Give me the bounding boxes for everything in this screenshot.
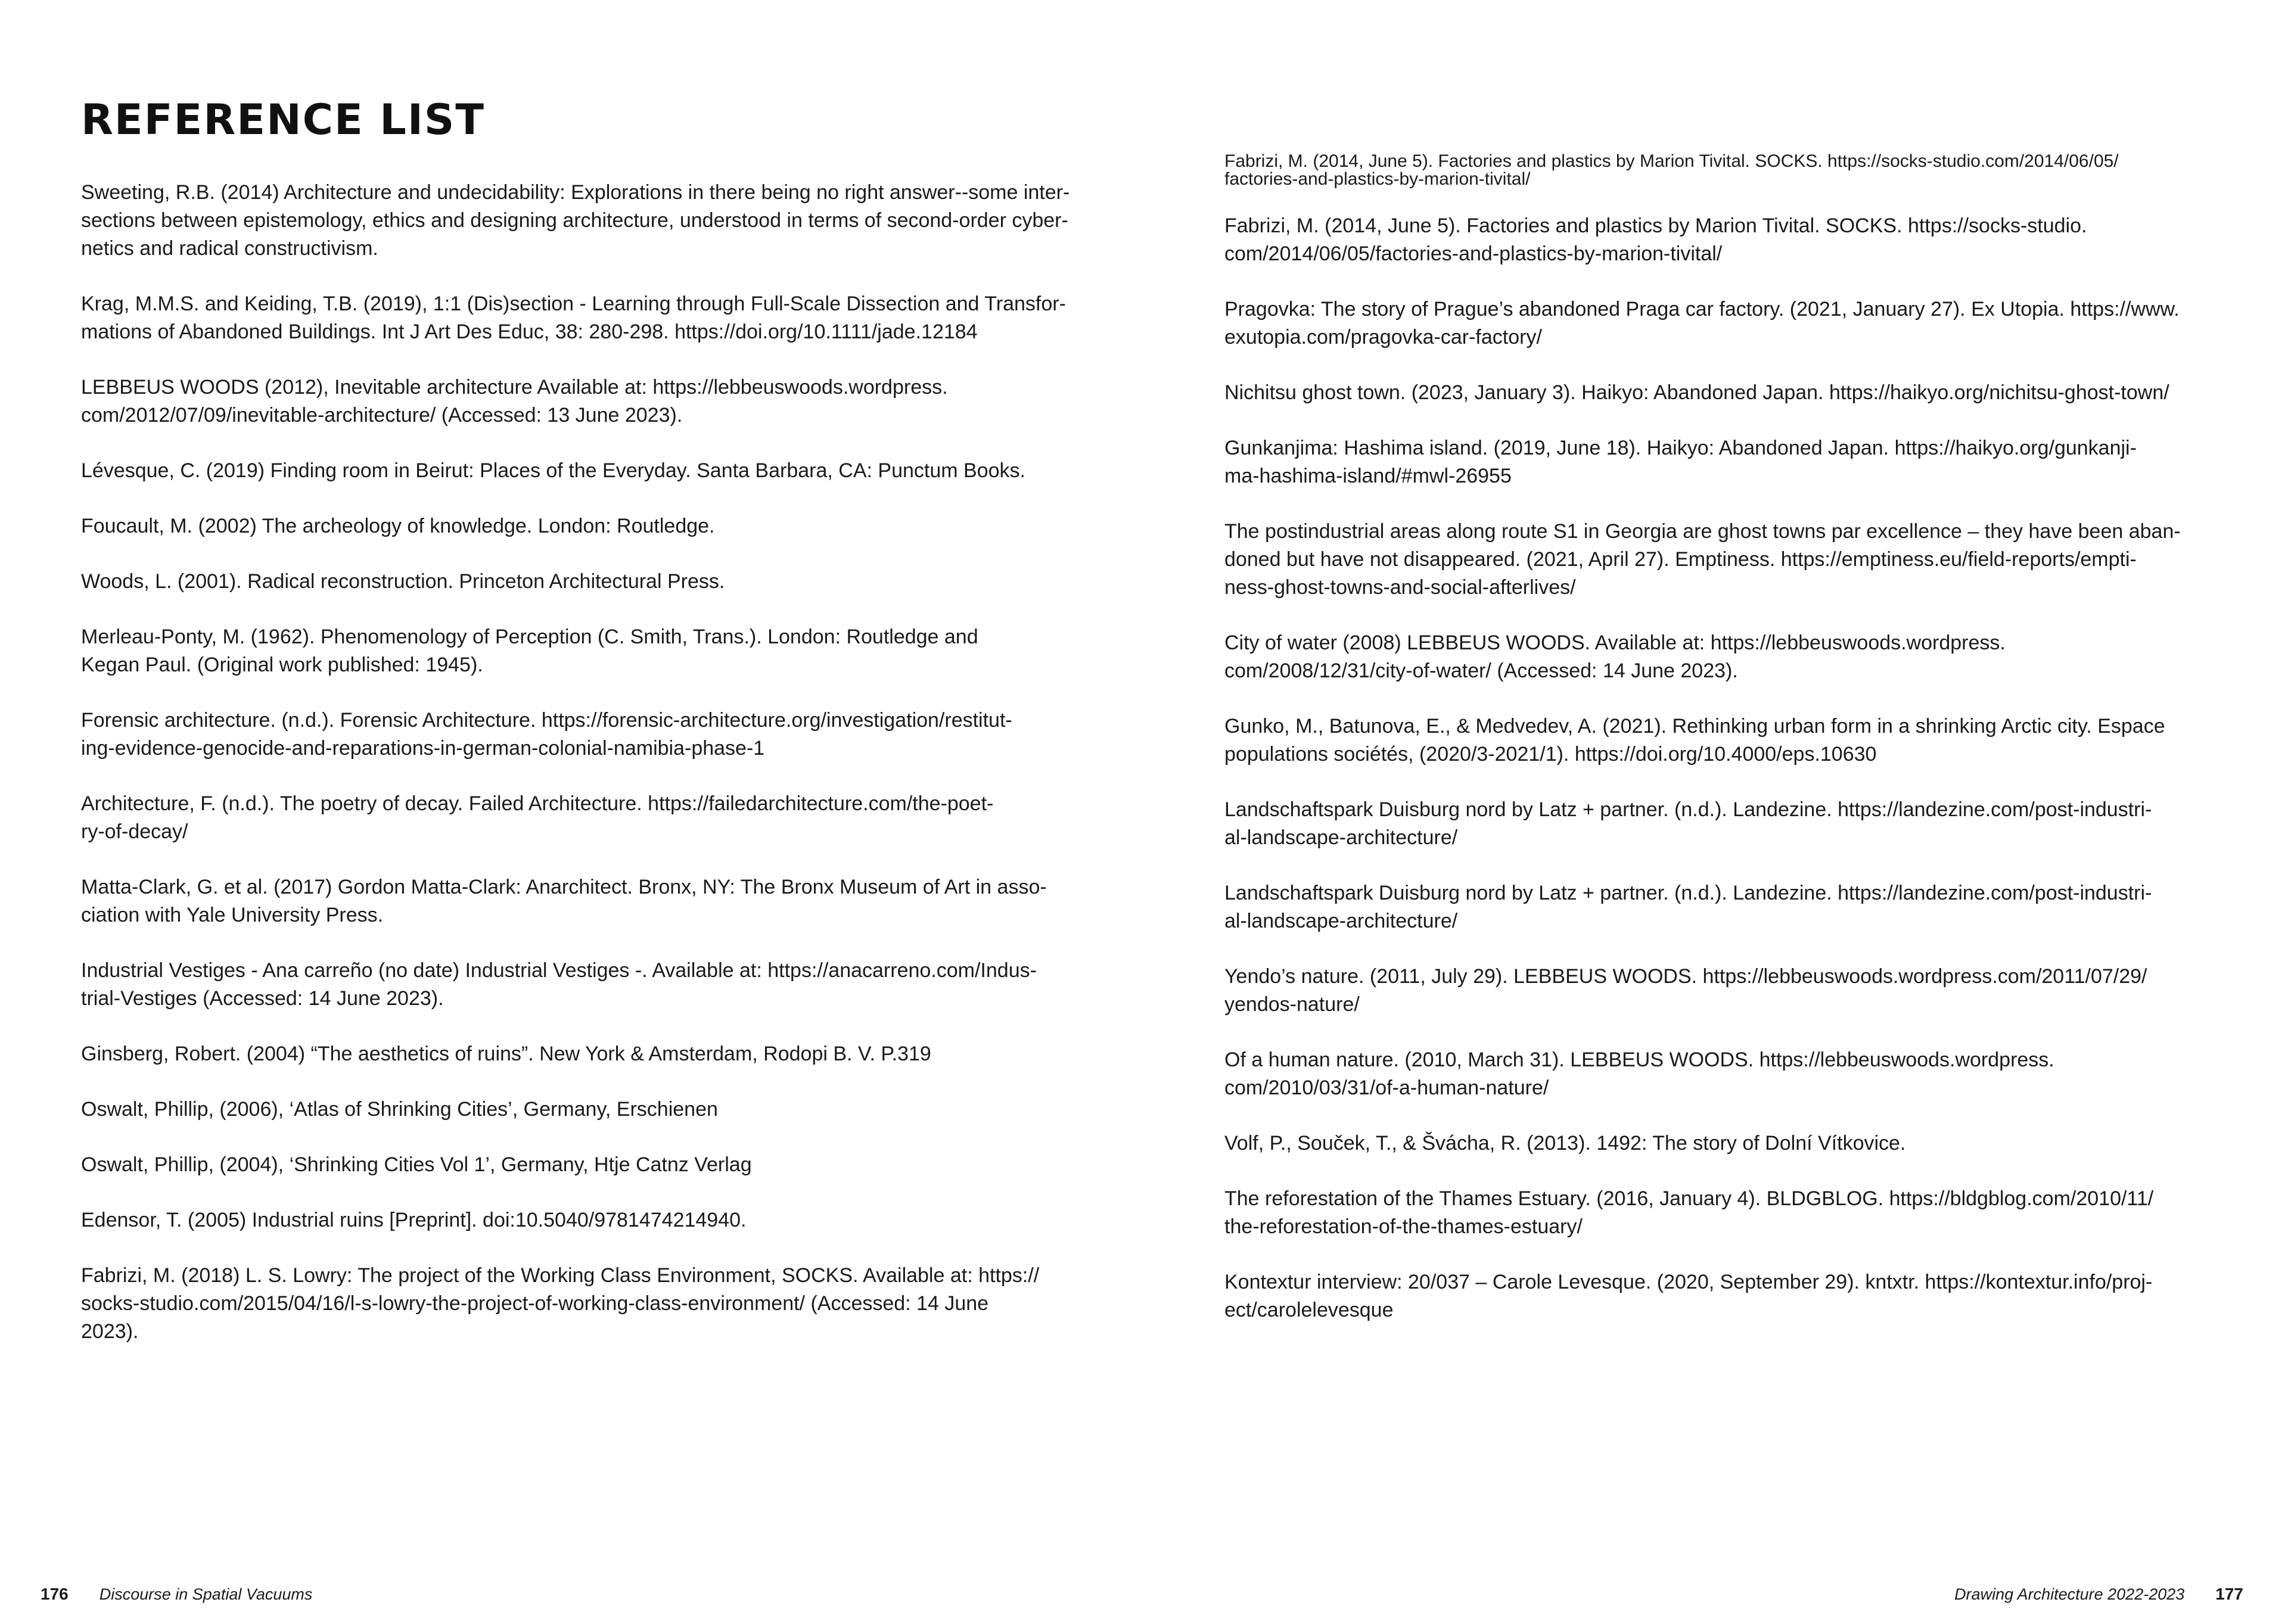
reference-entry: Landschaftspark Duisburg nord by Latz + partner. (n.d.). Landezine. https://landezine.com/post-industri- al-landscape-architecture/: [1224, 882, 2152, 932]
reference-entry: Volf, P., Souček, T., & Švácha, R. (2013). 1492: The story of Dolní Vítkovice.: [1224, 1132, 1906, 1155]
reference-entry: Lévesque, C. (2019) Finding room in Beirut: Places of the Everyday. Santa Barbara, CA: Punctum Books.: [81, 459, 1025, 482]
running-title-left: Discourse in Spatial Vacuums: [99, 1585, 313, 1603]
page-number-right: 177: [2215, 1585, 2243, 1603]
reference-entry: Oswalt, Phillip, (2006), ‘Atlas of Shrinking Cities’, Germany, Erschienen: [81, 1098, 718, 1121]
reference-entry: Sweeting, R.B. (2014) Architecture and undecidability: Explorations in there being no right answer--some inter- sections between epistemology, ethics and designing architecture, understood in terms of second-order cyber- netics and radical constructivism.: [81, 181, 1070, 260]
page-number-left: 176: [41, 1585, 69, 1603]
reference-entry: Of a human nature. (2010, March 31). LEBBEUS WOODS. https://lebbeuswoods.wordpress. com/2010/03/31/of-a-human-nature/: [1224, 1049, 2054, 1099]
reference-entry: Gunkanjima: Hashima island. (2019, June 18). Haikyo: Abandoned Japan. https://haikyo.org/gunkanji- ma-hashima-island/#mwl-26955: [1224, 437, 2137, 487]
reference-entry: Ginsberg, Robert. (2004) “The aesthetics of ruins”. New York & Amsterdam, Rodopi B. V. P.319: [81, 1043, 931, 1065]
page-title: REFERENCE LIST: [81, 95, 486, 144]
reference-entry: Fabrizi, M. (2018) L. S. Lowry: The project of the Working Class Environment, SOCKS. Available at: https:// socks-studio.com/2015/04/16/l-s-lowry-the-project-of-working-class-environment/ (Accessed: 14 June 2023).: [81, 1264, 1040, 1343]
reference-entry: Edensor, T. (2005) Industrial ruins [Preprint]. doi:10.5040/9781474214940.: [81, 1209, 747, 1231]
reference-entry: Merleau-Ponty, M. (1962). Phenomenology of Perception (C. Smith, Trans.). London: Routledge and Kegan Paul. (Original work published: 1945).: [81, 626, 978, 676]
reference-entry: Matta-Clark, G. et al. (2017) Gordon Matta-Clark: Anarchitect. Bronx, NY: The Bronx Museum of Art in asso- ciation with Yale University Press.: [81, 876, 1047, 926]
reference-entry: Forensic architecture. (n.d.). Forensic Architecture. https://forensic-architecture.org/investigation/restitut- ing-evidence-genocide-and-reparations-in-german-colonial-namibia-phase-1: [81, 709, 1012, 760]
reference-entry: Krag, M.M.S. and Keiding, T.B. (2019), 1:1 (Dis)section - Learning through Full-Scale Dissection and Transfor- mations of Abandoned Buildings. Int J Art Des Educ, 38: 280-298. https://doi.org/10.1111/jade.12184: [81, 293, 1066, 343]
reference-entry: Architecture, F. (n.d.). The poetry of decay. Failed Architecture. https://failedarchitecture.com/the-poet- ry-of-decay/: [81, 792, 994, 843]
reference-entry: Nichitsu ghost town. (2023, January 3). Haikyo: Abandoned Japan. https://haikyo.org/nichitsu-ghost-town/: [1224, 381, 2169, 404]
footer-left: [41, 1585, 312, 1604]
reference-entry-small: Fabrizi, M. (2014, June 5). Factories and plastics by Marion Tivital. SOCKS. https://socks-studio.com/2014/06/05/ factories-and-plastics-by-marion-tivital/: [1224, 151, 2119, 189]
reference-entry: Fabrizi, M. (2014, June 5). Factories and plastics by Marion Tivital. SOCKS. https://socks-studio. com/2014/06/05/factories-and-plastics-by-marion-tivital/: [1224, 214, 2087, 265]
reference-entry: The reforestation of the Thames Estuary. (2016, January 4). BLDGBLOG. https://bldgblog.com/2010/11/ the-reforestation-of-the-thames-estuary/: [1224, 1187, 2154, 1238]
reference-entry: Woods, L. (2001). Radical reconstruction. Princeton Architectural Press.: [81, 570, 725, 593]
right-reference-column: [1224, 153, 2214, 1352]
reference-entry: Gunko, M., Batunova, E., & Medvedev, A. (2021). Rethinking urban form in a shrinking Arctic city. Espace populations sociétés, (2020/3-2021/1). https://doi.org/10.4000/eps.10630: [1224, 715, 2165, 766]
reference-entry: Foucault, M. (2002) The archeology of knowledge. London: Routledge.: [81, 515, 715, 537]
reference-entry: Pragovka: The story of Prague’s abandoned Praga car factory. (2021, January 27). Ex Utopia. https://www. exutopia.com/pragovka-car-factory/: [1224, 298, 2180, 349]
reference-entry: Kontextur interview: 20/037 – Carole Levesque. (2020, September 29). kntxtr. https://kontextur.info/proj- ect/carolelevesque: [1224, 1271, 2153, 1321]
reference-entry: City of water (2008) LEBBEUS WOODS. Available at: https://lebbeuswoods.wordpress. com/2008/12/31/city-of-water/ (Accessed: 14 June 2023).: [1224, 631, 2006, 682]
reference-entry: Landschaftspark Duisburg nord by Latz + partner. (n.d.). Landezine. https://landezine.com/post-industri- al-landscape-architecture/: [1224, 798, 2152, 849]
running-title-right: Drawing Architecture 2022-2023: [1954, 1585, 2185, 1603]
reference-entry: Industrial Vestiges - Ana carreño (no date) Industrial Vestiges -. Available at: https://anacarreno.com/Indus- trial-Vestiges (Accessed: 14 June 2023).: [81, 959, 1037, 1010]
reference-entry: LEBBEUS WOODS (2012), Inevitable architecture Available at: https://lebbeuswoods.wordpress. com/2012/07/09/inevitable-architecture/ (Accessed: 13 June 2023).: [81, 376, 948, 427]
reference-entry: Yendo’s nature. (2011, July 29). LEBBEUS WOODS. https://lebbeuswoods.wordpress.com/2011/07/29/ yendos-nature/: [1224, 965, 2147, 1016]
reference-entry: Oswalt, Phillip, (2004), ‘Shrinking Cities Vol 1’, Germany, Htje Catnz Verlag: [81, 1153, 752, 1176]
left-reference-column: [81, 179, 1070, 1373]
footer-right: [1954, 1585, 2243, 1604]
reference-entry: The postindustrial areas along route S1 in Georgia are ghost towns par excellence – they have been aban- doned but have not disappeared. (2021, April 27). Emptiness. https://emptiness.eu/field-reports/empti- ness-ghost-towns-and-social-afterlives/: [1224, 520, 2181, 599]
